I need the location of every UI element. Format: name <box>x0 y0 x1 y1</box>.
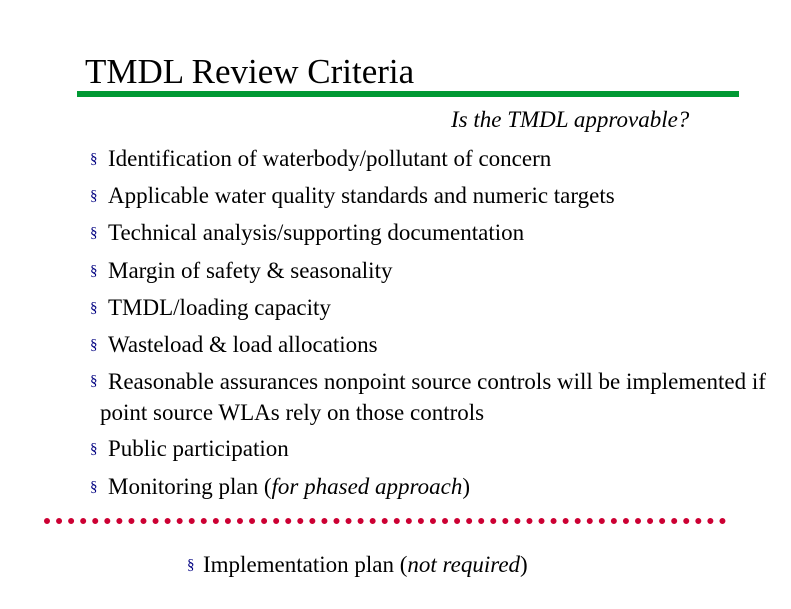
title-underline <box>77 91 739 97</box>
list-item <box>90 366 780 428</box>
list-item-text: TMDL/loading capacity <box>108 294 331 320</box>
implementation-item <box>187 549 528 581</box>
list-item <box>90 471 780 503</box>
section-bullet-icon: § <box>90 299 98 316</box>
list-item-text: Public participation <box>108 436 289 462</box>
section-bullet-icon: § <box>90 151 98 167</box>
list-item-text: Margin of safety & seasonality <box>108 257 393 283</box>
list-item-text: Wasteload & load allocations <box>108 331 378 357</box>
dotted-divider <box>44 518 726 524</box>
list-item <box>90 143 780 175</box>
slide-subtitle: Is the TMDL approvable? <box>451 107 690 132</box>
implementation-italic: not required <box>407 552 521 577</box>
section-bullet-icon: § <box>90 336 98 353</box>
criteria-list <box>90 143 780 508</box>
section-bullet-icon: § <box>90 225 98 242</box>
list-item <box>90 433 780 465</box>
list-item <box>90 180 780 212</box>
section-bullet-icon: § <box>90 441 98 458</box>
list-item-text: Reasonable assurances nonpoint source controls will be implemented if point source WLAs rely on those controls <box>100 369 766 426</box>
section-bullet-icon: § <box>90 188 98 205</box>
slide-title: TMDL Review Criteria <box>85 52 415 91</box>
section-bullet-icon: § <box>90 262 98 279</box>
monitoring-italic: for phased approach <box>271 473 463 499</box>
list-item <box>90 292 780 324</box>
list-item-text: Technical analysis/supporting documentation <box>108 220 525 246</box>
list-item-text: Identification of waterbody/pollutant of concern <box>108 146 552 171</box>
section-bullet-icon: § <box>90 373 98 390</box>
section-bullet-icon: § <box>187 557 195 573</box>
monitoring-suffix: ) <box>462 473 471 499</box>
list-item <box>90 255 780 287</box>
monitoring-prefix: Monitoring plan ( <box>108 473 272 499</box>
list-item <box>90 329 780 361</box>
implementation-suffix: ) <box>520 552 528 577</box>
implementation-prefix: Implementation plan ( <box>203 552 408 577</box>
section-bullet-icon: § <box>90 478 98 495</box>
list-item <box>90 217 780 249</box>
list-item-text: Applicable water quality standards and numeric targets <box>108 183 615 209</box>
